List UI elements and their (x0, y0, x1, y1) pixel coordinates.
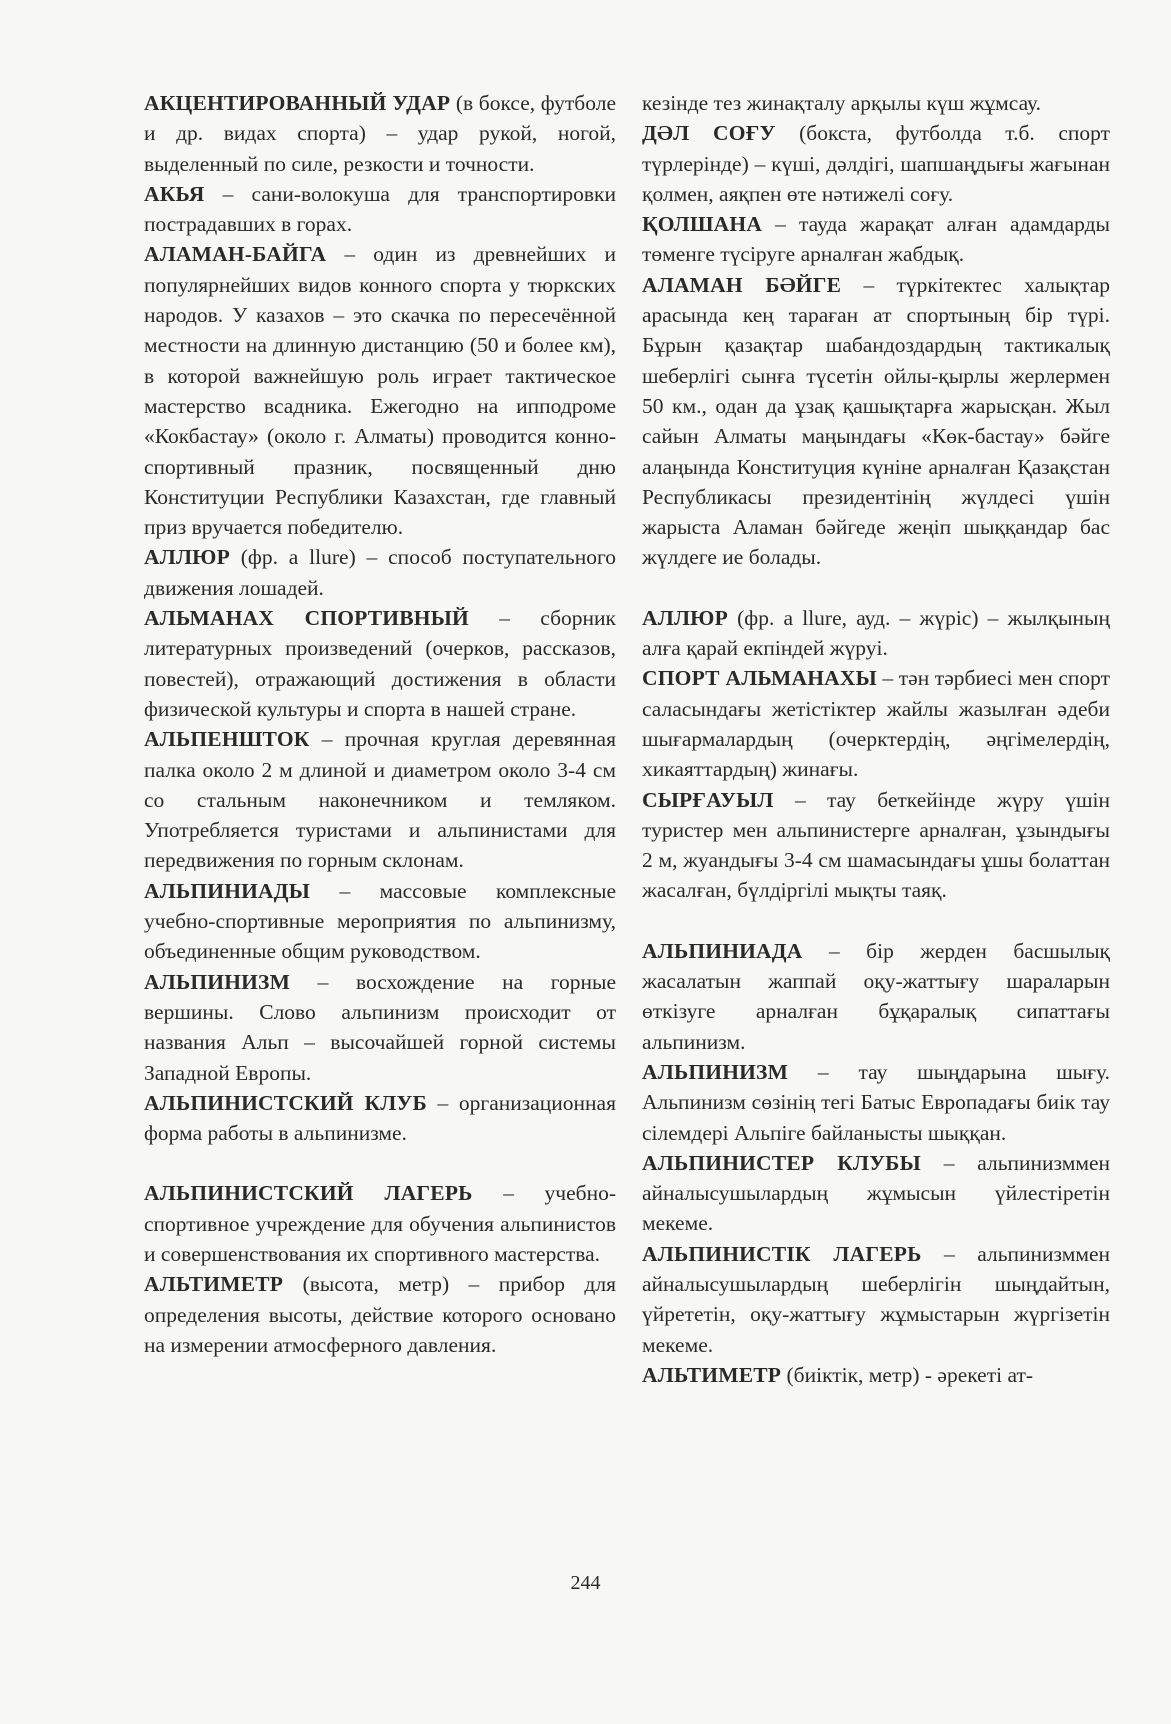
page-number: 244 (570, 1572, 601, 1594)
entry-term: ҚОЛШАНА (642, 212, 763, 237)
entry-definition: – тауда жарақат алған адамдарды төменге түсіруге арналған жабдық. (642, 212, 1110, 267)
entry-definition: (фр. a llure) – способ поступательного движения лошадей. (144, 545, 616, 600)
entry-term: АЛЬПЕНШТОК (144, 727, 310, 752)
entry-alpine-club-kz (642, 1148, 1110, 1239)
entry-allure-kz (642, 603, 1110, 664)
entry-definition: – тау шыңдарына шығу. Альпинизм сөзінің тегі Батыс Европадағы биік тау сілемдері Альпіге байланысты шыққан. (642, 1059, 1110, 1145)
entry-term: ДӘЛ СОҒУ (642, 121, 776, 146)
entry-term: АЛЬПИНИЗМ (144, 969, 291, 994)
entry-definition: – восхождение на горные вершины. Слово альпинизм происходит от названия Альп – высочайшей горной системы Западной Европы. (144, 969, 616, 1085)
entry-alpenstock (144, 724, 616, 875)
entry-altimeter-kz (642, 1360, 1110, 1390)
entry-term: АЛЬТИМЕТР (642, 1362, 782, 1387)
entry-definition: – альпинизммен айналысушылардың жұмысын үйлестіретін мекеме. (642, 1150, 1110, 1236)
entry-alpiniada (642, 936, 1110, 1057)
entry-alpiniads (144, 876, 616, 967)
entry-alpinism-kz (642, 1057, 1110, 1148)
entry-definition: – бір жерден басшылық жасалатын жаппай оқу-жаттығу шараларын өткізуге арналған бұқаралық сипаттағы альпинизм. (642, 938, 1110, 1054)
entry-almanac (144, 603, 616, 724)
entry-dal-sogu (642, 118, 1110, 209)
entry-definition: – один из древнейших и популярнейших видов конного спорта у тюркских народов. У казахов – это скачка по пересечённой местности на длинную дистанцию (50 и более км), в которой важнейшую роль играет тактическое мастерство всадника. Ежегодно на ипподроме «Кокбастау» (около г. Алматы) проводится конно-спортивный празник, посвященный дню Конституции Республики Казахстан, где главный приз вручается победителю. (144, 242, 616, 540)
entry-term: АЛЬПИНИАДЫ (144, 878, 311, 903)
entry-term: АКЦЕНТИРОВАННЫЙ УДАР (144, 91, 451, 115)
entry-term: АЛЬПИНИСТІК ЛАГЕРЬ (642, 1241, 922, 1266)
entry-syrgauyl (642, 785, 1110, 906)
entry-definition: (в боксе, футболе и др. видах спорта) – удар рукой, ногой, выделенный по силе, резкости и точности. (144, 91, 616, 176)
entry-definition: – прочная круглая деревянная палка около 2 м длиной и диаметром около 3-4 см со стальным наконечником и темляком. Употребляется туристами и альпинистами для передвижения по горным склонам. (144, 727, 616, 873)
entry-continuation (642, 88, 1110, 118)
entry-definition: (биіктік, метр) - әрекеті ат- (781, 1362, 1034, 1387)
entry-definition: – түркітектес халықтар арасында кең тараған ат спортының бір түрі. Бұрын қазақтар шабандоздардың тактикалық шеберлігі сынға түсетін ойлы-қырлы жерлермен 50 км., одан да ұзақ қашықтарға жарысқан. Жыл сайын Алматы маңындағы «Көк-бастау» бәйге алаңында Конституция күніне арналған Қазақстан Республикасы президентінің жүлдесі үшін жарыста Аламан бәйгеде жеңіп шыққандар бас жүлдеге ие болады. (642, 272, 1110, 570)
entry-akya (144, 179, 616, 240)
entry-definition: – тән тәрбиесі мен спорт саласындағы жетістіктер жайлы жазылған әдеби шығармалардың (очерктердің, әңгімелердің, хикаяттардың) жинағы. (642, 666, 1110, 782)
entry-definition: – сани-волокуша для транспортировки пострадавших в горах. (144, 181, 616, 237)
entry-term: АЛЬПИНИСТСКИЙ ЛАГЕРЬ (144, 1181, 473, 1206)
entry-term: АЛЛЮР (144, 545, 230, 570)
entry-term: АЛАМАН БӘЙГЕ (642, 272, 842, 297)
entry-definition: (фр. a llure, ауд. – жүріс) – жылқының алға қарай екпіндей жүруі. (642, 605, 1110, 661)
entry-alpinism (144, 967, 616, 1088)
entry-definition: – организационная форма работы в альпинизме. (144, 1090, 616, 1146)
entry-alpine-club (144, 1088, 616, 1149)
entry-term: АЛЬПИНИСТСКИЙ КЛУБ (144, 1090, 427, 1115)
entry-definition: – альпинизммен айналысушылардың шеберлігін шыңдайтын, үйрететін, оқу-жаттығу жұмыстарын жүргізетін мекеме. (642, 1241, 1110, 1357)
entry-term: АКЬЯ (144, 181, 205, 206)
entry-alaman-baige (642, 270, 1110, 573)
entry-definition: (высота, метр) – прибор для определения высоты, действие которого основано на измерении атмосферного давления. (144, 1272, 616, 1357)
entry-term: СПОРТ АЛЬМАНАХЫ (642, 666, 877, 691)
entry-term: СЫРҒАУЫЛ (642, 787, 774, 812)
entry-definition: – учебно-спортивное учреждение для обучения альпинистов и совершенствования их спортивного мастерства. (144, 1181, 616, 1266)
entry-definition: – массовые комплексные учебно-спортивные мероприятия по альпинизму, объединенные общим руководством. (144, 878, 616, 964)
entry-definition: кезінде тез жинақталу арқылы күш жұмсау. (642, 91, 1042, 115)
entry-definition: – сборник литературных произведений (очерков, рассказов, повестей), отражающий достижения в области физической культуры и спорта в нашей стране. (144, 606, 616, 721)
entry-sport-almanac (642, 663, 1110, 784)
entry-kolshana (642, 209, 1110, 270)
entry-term: АЛАМАН-БАЙГА (144, 242, 327, 267)
entry-term: АЛЬТИМЕТР (144, 1272, 284, 1297)
left-column (144, 88, 616, 1360)
entry-term: АЛЬПИНИСТЕР КЛУБЫ (642, 1150, 921, 1175)
entry-definition: – тау беткейінде жүру үшін туристер мен альпинистерге арналған, ұзындығы 2 м, жуандығы 3-4 см шамасындағы ұшы болаттан жасалған, бүлдіргілі мықты таяқ. (642, 787, 1110, 903)
entry-alpine-camp (144, 1178, 616, 1269)
entry-term: АЛЬМАНАХ СПОРТИВНЫЙ (144, 606, 469, 631)
entry-definition: (бокста, футболда т.б. спорт түрлерінде) – күші, дәлдігі, шапшаңдығы жағынан қолмен, аяқпен өте нәтижелі соғу. (642, 121, 1110, 206)
entry-allure (144, 542, 616, 603)
entry-term: АЛЛЮР (642, 605, 728, 630)
entry-term: АЛЬПИНИЗМ (642, 1059, 789, 1084)
entry-accented-strike (144, 88, 616, 179)
entry-term: АЛЬПИНИАДА (642, 938, 803, 963)
entry-alaman-baiga (144, 239, 616, 542)
entry-altimeter (144, 1269, 616, 1360)
entry-alpine-camp-kz (642, 1239, 1110, 1360)
right-column (642, 88, 1110, 1390)
